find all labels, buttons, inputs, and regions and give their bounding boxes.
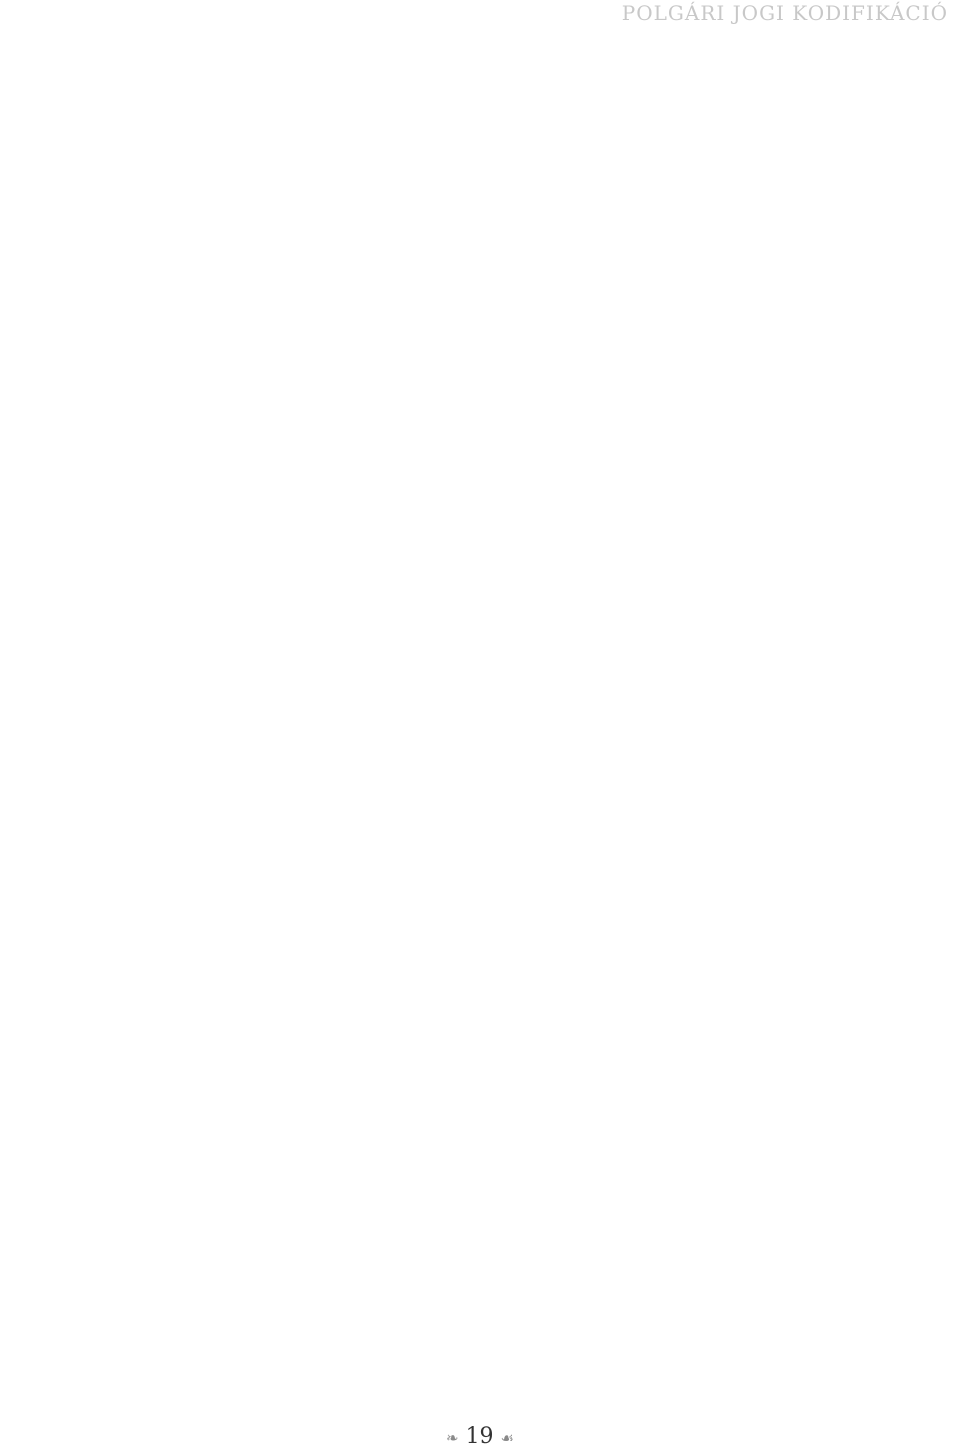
page-footer	[0, 1424, 960, 1449]
ornament-left-icon: ❧	[445, 1429, 459, 1447]
right-column	[492, 46, 955, 1391]
left-column	[5, 46, 468, 1391]
ornament-right-icon: ☙	[500, 1429, 515, 1447]
running-header: POLGÁRI JOGI KODIFIKÁCIÓ	[621, 1, 948, 25]
page-number: 19	[465, 1424, 494, 1449]
